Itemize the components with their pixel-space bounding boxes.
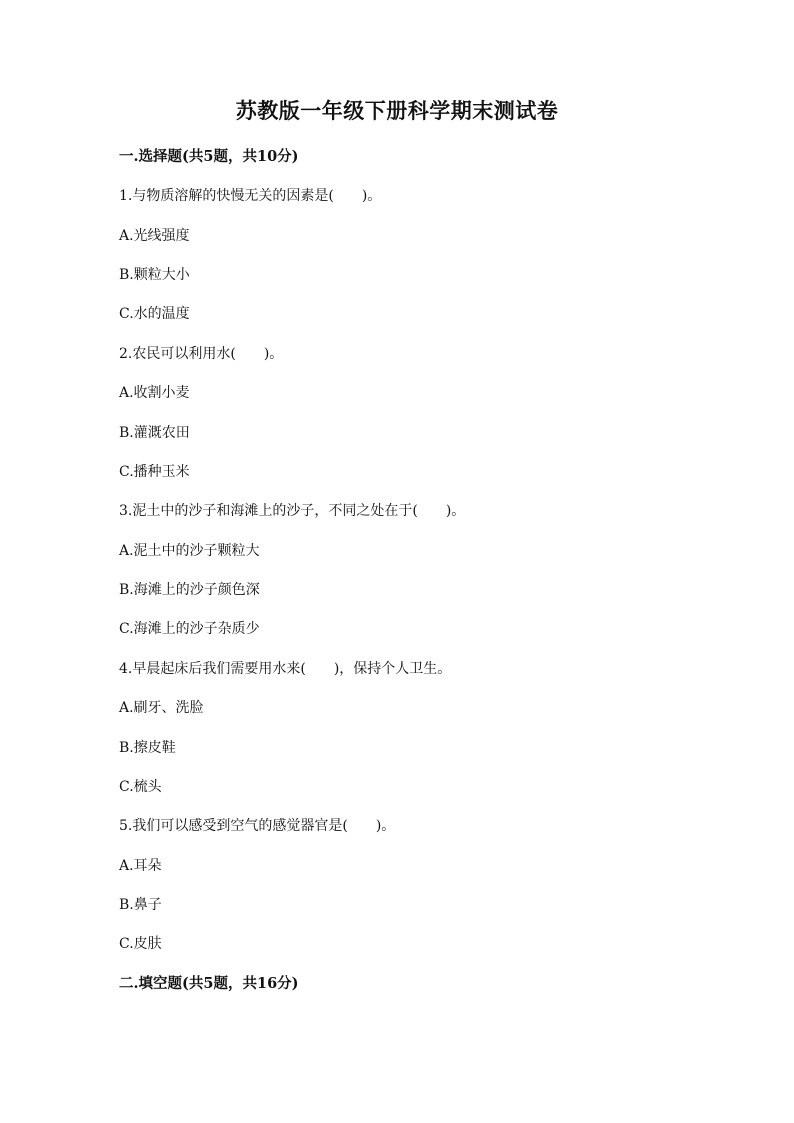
section-heading-multiple-choice: 一.选择题(共5题，共10分) bbox=[119, 148, 299, 165]
question-1-option-b: B.颗粒大小 bbox=[119, 267, 190, 283]
question-1-stem: 1.与物质溶解的快慢无关的因素是( )。 bbox=[119, 188, 382, 204]
section-heading-fill-in-blank: 二.填空题(共5题，共16分) bbox=[119, 975, 299, 992]
question-2-option-c: C.播种玉米 bbox=[119, 464, 190, 480]
question-1-option-a: A.光线强度 bbox=[119, 228, 190, 244]
question-3-option-b: B.海滩上的沙子颜色深 bbox=[119, 582, 260, 598]
question-2-option-b: B.灌溉农田 bbox=[119, 425, 190, 441]
question-4-option-c: C.梳头 bbox=[119, 779, 162, 795]
question-4-option-a: A.刷牙、洗脸 bbox=[119, 700, 204, 716]
question-5-option-b: B.鼻子 bbox=[119, 897, 162, 913]
question-3-option-c: C.海滩上的沙子杂质少 bbox=[119, 621, 260, 637]
question-1-option-c: C.水的温度 bbox=[119, 306, 190, 322]
question-5-option-c: C.皮肤 bbox=[119, 936, 162, 952]
page-title: 苏教版一年级下册科学期末测试卷 bbox=[235, 98, 559, 123]
question-4-option-b: B.擦皮鞋 bbox=[119, 740, 176, 756]
question-3-stem: 3.泥土中的沙子和海滩上的沙子，不同之处在于( )。 bbox=[119, 503, 466, 519]
question-5-stem: 5.我们可以感受到空气的感觉器官是( )。 bbox=[119, 818, 396, 834]
question-2-stem: 2.农民可以利用水( )。 bbox=[119, 346, 284, 362]
question-3-option-a: A.泥土中的沙子颗粒大 bbox=[119, 543, 260, 559]
question-5-option-a: A.耳朵 bbox=[119, 858, 162, 874]
question-2-option-a: A.收割小麦 bbox=[119, 385, 190, 401]
question-4-stem: 4.早晨起床后我们需要用水来( )，保持个人卫生。 bbox=[119, 661, 452, 677]
